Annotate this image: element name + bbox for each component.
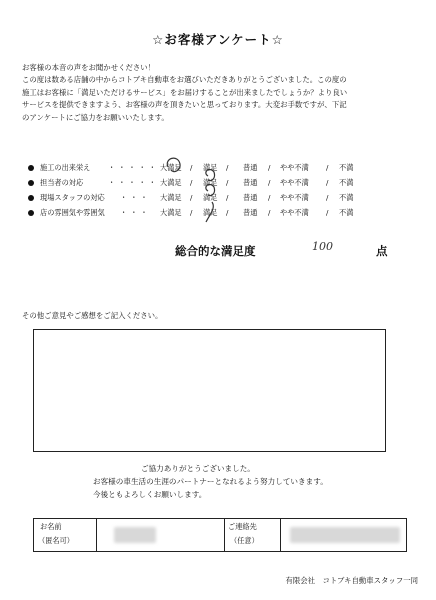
separator: /: [190, 193, 193, 202]
overall-score-value[interactable]: 100: [312, 240, 333, 253]
separator: /: [190, 208, 193, 217]
name-field[interactable]: [114, 527, 156, 543]
survey-item-label: 現場スタッフの対応: [40, 193, 105, 202]
rating-option-satisfied[interactable]: 満足: [203, 208, 218, 217]
rating-option-dissatisfied[interactable]: 不満: [339, 178, 354, 187]
contact-table: [33, 518, 407, 552]
survey-item-label: 店の雰囲気や雰囲気: [40, 208, 105, 217]
separator: /: [226, 193, 229, 202]
leader-dots: ・・・: [120, 193, 151, 202]
rating-option-dissatisfied[interactable]: 不満: [339, 193, 354, 202]
leader-dots: ・・・・・: [108, 163, 159, 172]
contact-note: （任意）: [230, 536, 259, 545]
rating-option-very-satisfied[interactable]: 大満足: [160, 163, 182, 172]
closing-line: 今後ともよろしくお願いします。: [93, 490, 207, 499]
rating-option-satisfied[interactable]: 満足: [203, 178, 218, 187]
separator: /: [268, 163, 271, 172]
leader-dots: ・・・: [120, 208, 151, 217]
rating-option-normal[interactable]: 普通: [243, 178, 258, 187]
rating-option-dissatisfied[interactable]: 不満: [339, 163, 354, 172]
survey-item-label: 施工の出来栄え: [40, 163, 91, 172]
rating-option-dissatisfied[interactable]: 不満: [339, 208, 354, 217]
rating-option-very-satisfied[interactable]: 大満足: [160, 178, 182, 187]
rating-option-satisfied[interactable]: 満足: [203, 163, 218, 172]
separator: /: [326, 178, 329, 187]
table-divider: [224, 519, 225, 551]
overall-score-unit: 点: [376, 244, 388, 258]
handwritten-selection-marks: [150, 150, 240, 230]
intro-line: この度は数ある店舗の中からコトブキ自動車をお選びいただきありがとうございました。この度の: [22, 75, 347, 85]
separator: /: [226, 163, 229, 172]
name-label: お名前: [40, 522, 62, 531]
overall-satisfaction-label: 総合的な満足度: [175, 244, 256, 258]
rating-option-slightly-dissatisfied[interactable]: やや不満: [280, 163, 309, 172]
comment-label: その他ご意見やご感想をご記入ください。: [22, 311, 163, 320]
table-divider: [96, 519, 97, 551]
name-note: （匿名可）: [38, 536, 74, 545]
intro-line: お客様の本音の声をお聞かせください！: [22, 63, 156, 72]
separator: /: [268, 193, 271, 202]
rating-option-normal[interactable]: 普通: [243, 208, 258, 217]
bullet-icon: [28, 180, 34, 186]
separator: /: [226, 208, 229, 217]
comment-box[interactable]: [33, 329, 386, 452]
survey-item-label: 担当者の対応: [40, 178, 84, 187]
separator: /: [326, 208, 329, 217]
company-signature: 有限会社 コトブキ自動車スタッフ一同: [285, 576, 418, 585]
separator: /: [326, 193, 329, 202]
rating-option-slightly-dissatisfied[interactable]: やや不満: [280, 193, 309, 202]
intro-line: 施工はお客様に「満足いただけるサービス」をお届けすることが出来ましたでしょうか？より良い: [22, 87, 348, 97]
separator: /: [268, 208, 271, 217]
bullet-icon: [28, 210, 34, 216]
rating-option-slightly-dissatisfied[interactable]: やや不満: [280, 208, 309, 217]
separator: /: [190, 178, 193, 187]
separator: /: [326, 163, 329, 172]
closing-line: ご協力ありがとうございました。: [141, 464, 255, 473]
closing-message: [0, 462, 436, 501]
intro-text: [22, 62, 420, 124]
bullet-icon: [28, 195, 34, 201]
table-divider: [280, 519, 281, 551]
rating-option-normal[interactable]: 普通: [243, 163, 258, 172]
leader-dots: ・・・・・: [108, 178, 159, 187]
contact-label: ご連絡先: [228, 522, 257, 531]
rating-option-very-satisfied[interactable]: 大満足: [160, 208, 182, 217]
separator: /: [190, 163, 193, 172]
rating-option-very-satisfied[interactable]: 大満足: [160, 193, 182, 202]
page-title: ☆お客様アンケート☆: [152, 32, 284, 47]
closing-line: お客様の車生活の生涯のパートナーとなれるよう努力していきます。: [93, 477, 328, 486]
rating-option-satisfied[interactable]: 満足: [203, 193, 218, 202]
separator: /: [268, 178, 271, 187]
contact-field[interactable]: [290, 527, 400, 543]
intro-line: のアンケートにご協力をお願いいたします。: [22, 112, 169, 122]
rating-option-slightly-dissatisfied[interactable]: やや不満: [280, 178, 309, 187]
separator: /: [226, 178, 229, 187]
bullet-icon: [28, 165, 34, 171]
intro-line: サービスを提供できますよう、お客様の声を頂きたいと思っております。大変お手数ですが、下記: [22, 100, 347, 110]
rating-option-normal[interactable]: 普通: [243, 193, 258, 202]
